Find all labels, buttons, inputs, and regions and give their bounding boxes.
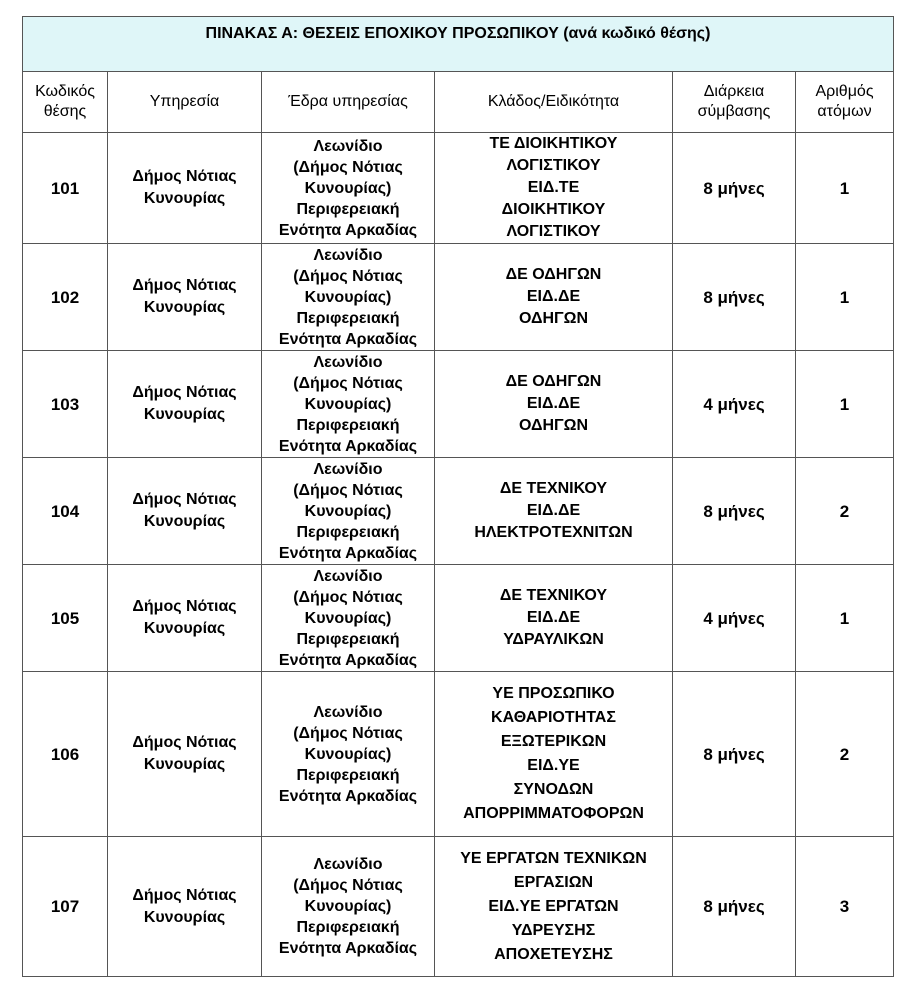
cell-seat [262, 458, 435, 565]
cell-code: 106 [23, 672, 108, 837]
table-title-text: ΠΙΝΑΚΑΣ Α: ΘΕΣΕΙΣ ΕΠΟΧΙΚΟΥ ΠΡΟΣΩΠΙΚΟΥ [205, 25, 559, 42]
table-row [23, 837, 894, 977]
cell-specialty-line: ΔΕ ΤΕΧΝΙΚΟΥ [499, 480, 608, 497]
cell-specialty-line: ΔΙΟΙΚΗΤΙΚΟΥ [501, 201, 606, 218]
cell-service-line: Δήμος Νότιας [132, 168, 237, 185]
cell-specialty-line: ΕΙΔ.ΔΕ [526, 502, 581, 519]
table-row [23, 672, 894, 837]
cell-seat-line: Περιφερειακή [296, 630, 400, 648]
header-code-line: θέσης [43, 103, 87, 120]
cell-service-line: Δήμος Νότιας [132, 384, 237, 401]
cell-specialty-line: ΤΕ ΔΙΟΙΚΗΤΙΚΟΥ [489, 135, 618, 152]
cell-service-line: Κυνουρίας [143, 190, 226, 207]
cell-seat-line: Λεωνίδιο [313, 460, 383, 478]
cell-seat-line: Ενότητα Αρκαδίας [278, 787, 418, 805]
cell-service [108, 351, 262, 458]
cell-count: 1 [796, 565, 894, 672]
cell-specialty-line: ΛΟΓΙΣΤΙΚΟΥ [506, 157, 601, 174]
cell-specialty-line: ΥΔΡΕΥΣΗΣ [511, 921, 596, 939]
cell-code: 101 [23, 133, 108, 244]
cell-code: 104 [23, 458, 108, 565]
cell-code: 107 [23, 837, 108, 977]
cell-specialty-line: ΕΙΔ.ΔΕ [526, 395, 581, 412]
cell-specialty-line: ΛΟΓΙΣΤΙΚΟΥ [506, 223, 601, 240]
cell-seat-line: Ενότητα Αρκαδίας [278, 437, 418, 455]
cell-code: 105 [23, 565, 108, 672]
cell-specialty [435, 133, 673, 244]
cell-seat-line: Λεωνίδιο [313, 137, 383, 155]
cell-specialty-line: ΚΑΘΑΡΙΟΤΗΤΑΣ [491, 709, 616, 726]
cell-service [108, 672, 262, 837]
cell-service-line: Δήμος Νότιας [132, 886, 237, 904]
cell-duration: 4 μήνες [673, 351, 796, 458]
cell-seat [262, 244, 435, 351]
cell-seat-line: Ενότητα Αρκαδίας [278, 330, 418, 348]
table-row [23, 351, 894, 458]
table-subtitle: (ανά κωδικό θέσης) [563, 25, 711, 42]
cell-specialty-line: ΔΕ ΟΔΗΓΩΝ [505, 266, 602, 283]
cell-count: 3 [796, 837, 894, 977]
header-duration-line: σύμβασης [697, 103, 771, 120]
cell-seat-line: Ενότητα Αρκαδίας [278, 221, 418, 239]
cell-specialty-line: ΣΥΝΟΔΩΝ [513, 781, 594, 798]
cell-specialty [435, 244, 673, 351]
header-service: Υπηρεσία [108, 72, 262, 133]
cell-count: 2 [796, 672, 894, 837]
cell-seat-line: Κυνουρίας) [304, 745, 392, 763]
cell-specialty [435, 351, 673, 458]
cell-specialty-line: ΕΙΔ.ΥΕ ΕΡΓΑΤΩΝ [488, 897, 619, 915]
cell-specialty-line: ΕΙΔ.ΤΕ [527, 179, 580, 196]
cell-seat-line: Περιφερειακή [296, 416, 400, 434]
cell-seat-line: Λεωνίδιο [313, 567, 383, 585]
cell-specialty-line: ΟΔΗΓΩΝ [518, 417, 589, 434]
cell-specialty-line: ΕΙΔ.ΔΕ [526, 609, 581, 626]
cell-specialty-line: ΗΛΕΚΤΡΟΤΕΧΝΙΤΩΝ [474, 524, 633, 541]
cell-specialty-line: ΕΡΓΑΣΙΩΝ [513, 873, 594, 891]
cell-seat [262, 837, 435, 977]
cell-service-line: Κυνουρίας [143, 756, 226, 773]
cell-service-line: Κυνουρίας [143, 406, 226, 423]
cell-seat-line: Κυνουρίας) [304, 179, 392, 197]
header-specialty: Κλάδος/Ειδικότητα [435, 72, 673, 133]
cell-seat-line: Περιφερειακή [296, 919, 400, 936]
cell-specialty-line: ΕΙΔ.ΥΕ [527, 757, 580, 774]
cell-service-line: Κυνουρίας [143, 908, 226, 926]
cell-duration: 8 μήνες [673, 458, 796, 565]
cell-seat-line: (Δήμος Νότιας [293, 158, 403, 176]
cell-service-line: Δήμος Νότιας [132, 277, 237, 294]
cell-seat-line: (Δήμος Νότιας [293, 374, 403, 392]
cell-specialty-line: ΥΕ ΕΡΓΑΤΩΝ ΤΕΧΝΙΚΩΝ [460, 849, 647, 867]
cell-seat-line: (Δήμος Νότιας [293, 588, 403, 606]
header-seat: Έδρα υπηρεσίας [262, 72, 435, 133]
cell-specialty [435, 672, 673, 837]
cell-seat-line: Περιφερειακή [296, 523, 400, 541]
cell-seat-line: Κυνουρίας) [304, 609, 392, 627]
cell-specialty-line: ΥΔΡΑΥΛΙΚΩΝ [503, 631, 604, 648]
cell-specialty-line: ΔΕ ΤΕΧΝΙΚΟΥ [499, 587, 608, 604]
cell-seat-line: Ενότητα Αρκαδίας [278, 651, 418, 669]
cell-seat-line: (Δήμος Νότιας [293, 877, 403, 894]
cell-seat-line: (Δήμος Νότιας [293, 481, 403, 499]
cell-count: 1 [796, 351, 894, 458]
header-code-line: Κωδικός [35, 83, 95, 100]
cell-duration: 4 μήνες [673, 565, 796, 672]
cell-seat-line: Λεωνίδιο [313, 856, 383, 873]
cell-specialty-line: ΟΔΗΓΩΝ [518, 310, 589, 327]
header-duration [673, 72, 796, 133]
cell-specialty [435, 458, 673, 565]
cell-service-line: Κυνουρίας [143, 620, 226, 637]
cell-service-line: Δήμος Νότιας [132, 491, 237, 508]
cell-seat [262, 672, 435, 837]
cell-seat-line: Λεωνίδιο [313, 353, 383, 371]
cell-seat-line: (Δήμος Νότιας [293, 724, 403, 742]
cell-service-line: Δήμος Νότιας [132, 598, 237, 615]
cell-duration: 8 μήνες [673, 837, 796, 977]
header-duration-line: Διάρκεια [703, 83, 765, 100]
cell-seat-line: Κυνουρίας) [304, 288, 392, 306]
cell-seat [262, 351, 435, 458]
cell-seat-line: Περιφερειακή [296, 309, 400, 327]
cell-specialty-line: ΥΕ ΠΡΟΣΩΠΙΚΟ [492, 685, 615, 702]
cell-seat [262, 133, 435, 244]
header-count-line: ατόμων [817, 103, 872, 120]
positions-table-container [22, 16, 893, 977]
cell-service-line: Κυνουρίας [143, 299, 226, 316]
cell-seat-line: Λεωνίδιο [313, 246, 383, 264]
cell-seat-line: Περιφερειακή [296, 766, 400, 784]
cell-specialty-line: ΕΞΩΤΕΡΙΚΩΝ [500, 733, 607, 750]
cell-count: 2 [796, 458, 894, 565]
cell-specialty [435, 565, 673, 672]
table-row [23, 244, 894, 351]
header-count-line: Αριθμός [815, 83, 874, 100]
cell-specialty-line: ΔΕ ΟΔΗΓΩΝ [505, 373, 602, 390]
table-title [23, 17, 894, 72]
table-row [23, 133, 894, 244]
cell-service-line: Δήμος Νότιας [132, 734, 237, 751]
cell-count: 1 [796, 133, 894, 244]
cell-seat-line: Κυνουρίας) [304, 395, 392, 413]
cell-specialty [435, 837, 673, 977]
cell-seat-line: Κυνουρίας) [304, 502, 392, 520]
positions-table [22, 16, 894, 977]
cell-count: 1 [796, 244, 894, 351]
cell-code: 102 [23, 244, 108, 351]
cell-code: 103 [23, 351, 108, 458]
cell-specialty-line: ΑΠΟΡΡΙΜΜΑΤΟΦΟΡΩΝ [463, 805, 644, 822]
cell-duration: 8 μήνες [673, 244, 796, 351]
cell-service [108, 837, 262, 977]
cell-duration: 8 μήνες [673, 672, 796, 837]
cell-service [108, 133, 262, 244]
table-row [23, 458, 894, 565]
title-row [23, 17, 894, 72]
cell-duration: 8 μήνες [673, 133, 796, 244]
cell-service [108, 565, 262, 672]
cell-seat [262, 565, 435, 672]
cell-specialty-line: ΕΙΔ.ΔΕ [526, 288, 581, 305]
cell-seat-line: Περιφερειακή [296, 200, 400, 218]
cell-seat-line: Ενότητα Αρκαδίας [278, 940, 418, 957]
cell-specialty-line: ΑΠΟΧΕΤΕΥΣΗΣ [494, 945, 613, 963]
cell-seat-line: (Δήμος Νότιας [293, 267, 403, 285]
cell-service [108, 244, 262, 351]
cell-seat-line: Κυνουρίας) [304, 898, 392, 915]
header-count [796, 72, 894, 133]
cell-service-line: Κυνουρίας [143, 513, 226, 530]
header-code [23, 72, 108, 133]
table-row [23, 565, 894, 672]
cell-service [108, 458, 262, 565]
table-body [23, 133, 894, 977]
cell-seat-line: Ενότητα Αρκαδίας [278, 544, 418, 562]
header-row [23, 72, 894, 133]
cell-seat-line: Λεωνίδιο [313, 703, 383, 721]
